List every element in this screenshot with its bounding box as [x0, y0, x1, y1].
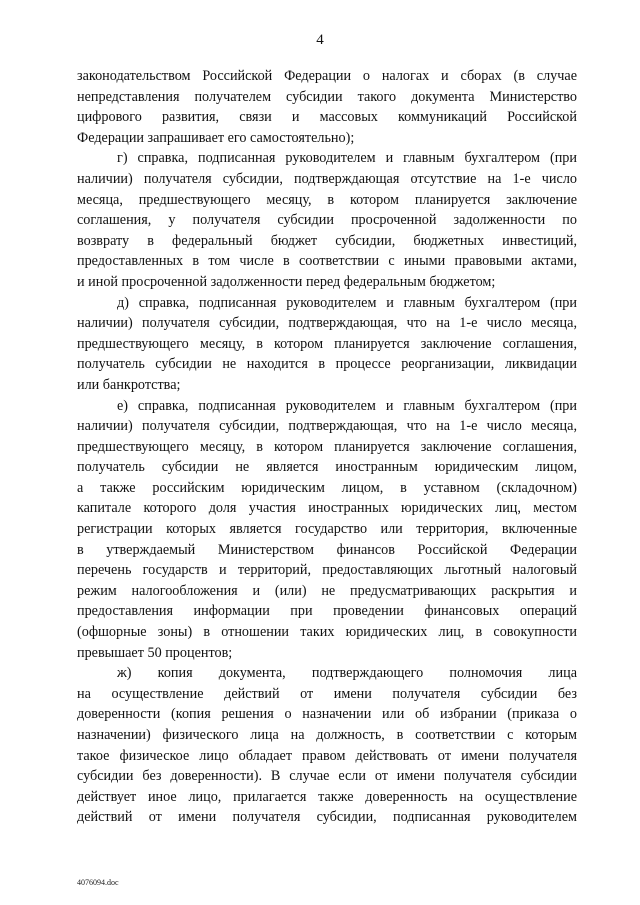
text-line: соглашения, у получателя субсидии просроченной задолженности по [77, 212, 577, 229]
document-filename-footer: 4076094.doc [77, 878, 119, 887]
paragraph-item-zh [77, 663, 577, 828]
text-line: предшествующего месяцу, в котором планируется заключение соглашения, [77, 335, 577, 352]
text-line: наличии) получателя субсидии, подтверждающая, что на 1-е число месяца, [77, 315, 577, 332]
text-line: режим налогообложения и (или) не предусматривающих раскрытия и [77, 582, 577, 599]
text-line: наличии) получателя субсидии, подтверждающая отсутствие на 1-е число [77, 170, 577, 187]
paragraph-item-g [77, 148, 577, 292]
text-line: и иной просроченной задолженности перед федеральным бюджетом; [77, 273, 496, 290]
text-line: месяца, предшествующего месяцу, в котором планируется заключение [77, 191, 577, 208]
text-line: действует иное лицо, прилагается также доверенность на осуществление [77, 788, 577, 805]
text-line: назначении) физического лица на должность, в соответствии с которым [77, 727, 577, 743]
text-line: возврату в федеральный бюджет субсидии, бюджетных инвестиций, [77, 232, 577, 249]
paragraph-item-e [77, 396, 577, 664]
text-line: регистрации которых является государство или территория, включенные [77, 521, 577, 538]
text-line: е) справка, подписанная руководителем и главным бухгалтером (при [117, 397, 577, 414]
text-line: предоставленных в том числе в соответствии с иными правовыми актами, [77, 253, 577, 270]
text-line: превышает 50 процентов; [77, 644, 233, 661]
text-line: предшествующего месяцу, в котором планируется заключение соглашения, [77, 438, 577, 455]
text-line: цифрового развития, связи и массовых коммуникаций Российской [77, 109, 577, 126]
text-line: (офшорные зоны) в отношении таких юридических лиц, в совокупности [77, 624, 577, 641]
text-line: на осуществление действий от имени получателя субсидии без [77, 685, 577, 702]
page-number: 4 [316, 32, 324, 48]
text-line: или банкротства; [77, 376, 181, 393]
document-body [77, 66, 577, 828]
text-line: такое физическое лицо обладает правом действовать от имени получателя [77, 747, 577, 764]
text-line: действий от имени получателя субсидии, подписанная руководителем [77, 809, 577, 826]
text-line: ж) копия документа, подтверждающего полномочия лица [117, 665, 577, 682]
paragraph-item-d [77, 293, 577, 396]
text-line: наличии) получателя субсидии, подтверждающая, что на 1-е число месяца, [77, 418, 577, 435]
text-line: предоставления информации при проведении финансовых операций [77, 603, 577, 620]
text-line: д) справка, подписанная руководителем и главным бухгалтером (при [117, 294, 577, 311]
text-line: получатель субсидии не является иностранным юридическим лицом, [77, 459, 577, 476]
text-line: непредставления получателем субсидии такого документа Министерство [77, 88, 577, 105]
text-line: доверенности (копия решения о назначении или об избрании (приказа о [77, 706, 577, 723]
paragraph-continuation [77, 66, 577, 148]
text-line: капитале которого доля участия иностранных юридических лиц, местом [77, 500, 577, 517]
text-line: перечень государств и территорий, предоставляющих льготный налоговый [77, 562, 577, 579]
text-line: законодательством Российской Федерации о налогах и сборах (в случае [77, 68, 577, 84]
text-line: субсидии без доверенности). В случае если от имени получателя субсидии [77, 768, 577, 785]
text-line: Федерации запрашивает его самостоятельно); [77, 129, 355, 146]
text-line: а также российским юридическим лицом, в уставном (складочном) [77, 479, 577, 496]
text-line: в утверждаемый Министерством финансов Российской Федерации [77, 541, 577, 558]
text-line: получатель субсидии не находится в процессе реорганизации, ликвидации [77, 356, 577, 373]
text-line: г) справка, подписанная руководителем и главным бухгалтером (при [117, 150, 577, 167]
